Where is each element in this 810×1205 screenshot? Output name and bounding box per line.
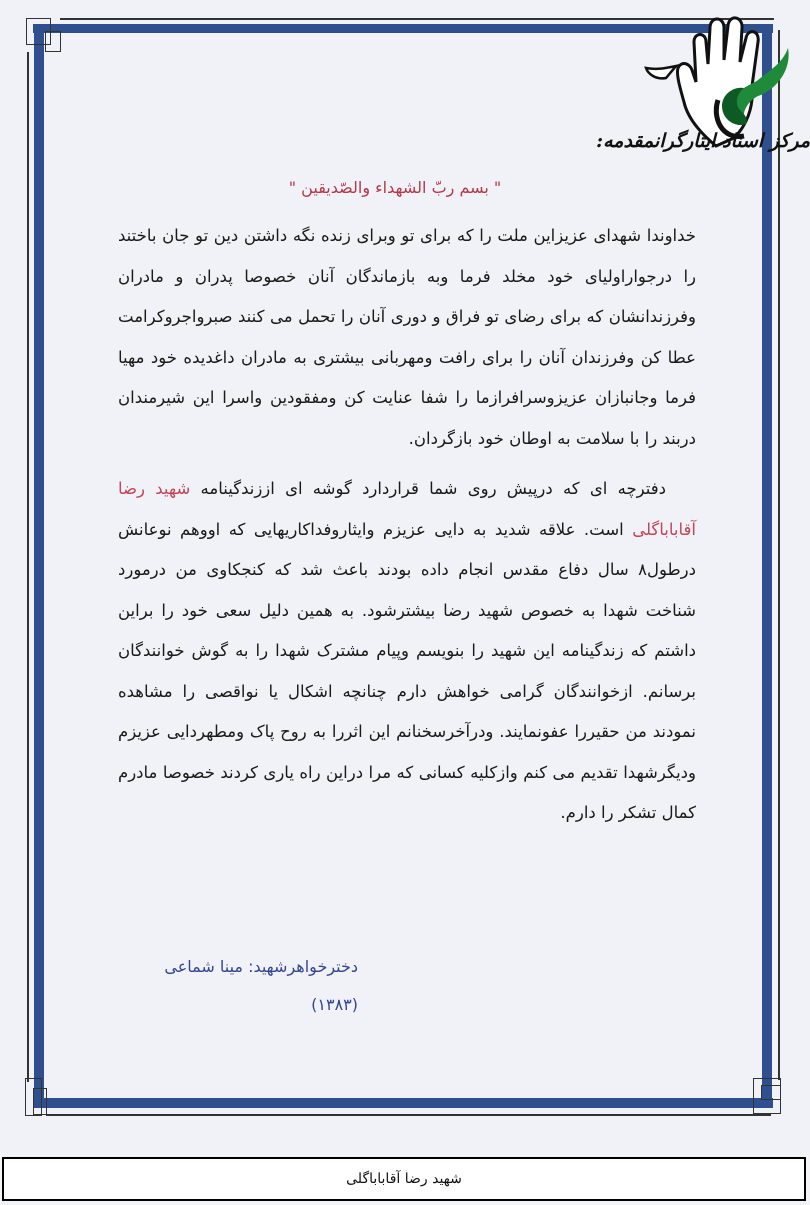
- frame-line-left: [27, 52, 29, 1082]
- intro-heading: مقدمه:: [596, 130, 655, 152]
- paragraph-intro-text-end: است. علاقه شدید به دایی عزیزم وایثاروفداکاریهایی که اووهم نوعانش درطول۸ سال دفاع مقدس انجام داده بودند باعث شد که کنجکاوی من درمورد شناخت شهدا به خصوص شهید رضا بیشترشود. به همین دلیل سعی خود را براین داشتم که زندگینامه این شهید را بنویسم وپیام مشترک شهدا را به گوش خوانندگان برسانم. ازخوانندگان گرامی خواهش دارم چنانچه اشکال یا نواقصی را مشاهده نمودند من حقیررا عفونمایند. ودرآخرسخنانم این اثررا به روح پاک ومطهردایی عزیزم ودیگرشهدا تقدیم می کنم وازکلیه کسانی که مرا دراین راه یاری کردند خصوصا مادرم کمال تشکر را دارم.: [118, 519, 696, 822]
- paragraph-prayer: خداوندا شهدای عزیزاین ملت را که برای تو وبرای زنده نگه داشتن دین تو جان باختند را درجواراولیای خود مخلد فرما وبه بازماندگان آنان خصوصا پدران و مادران وفرزندانشان که برای رضای تو فراق و دوری آنان را تحمل می کنند صبرواجروکرامت عطا کن وفرزندان آنان را برای رافت ومهربانی بیشتری به مادران داغدیده خود مهیا فرما وجانبازان عزیزوسرافرازما را شفا عنایت کن ومفقودین واسرا این شیرمندان دربند را با سلامت به اوطان خود بازگردان.: [118, 226, 696, 448]
- corner-ornament-bottom-right-inner: [761, 1085, 781, 1100]
- document-body: [118, 176, 696, 834]
- logo-text: [596, 130, 810, 152]
- logo-title: مرکز اسناد ایثارگران: [654, 130, 810, 152]
- signature-block: [118, 948, 358, 1024]
- frame-border-left: [34, 24, 44, 1108]
- corner-ornament-bottom-left-inner: [33, 1088, 47, 1115]
- signature-year: (۱۳۸۳): [311, 995, 358, 1014]
- paragraph-introduction: [118, 469, 696, 834]
- basmala-heading: " بسم ربّ الشهداء والصّدیقین ": [288, 178, 502, 197]
- frame-border-bottom: [33, 1098, 773, 1108]
- caption-box: [2, 1157, 806, 1201]
- signature-author: دخترخواهرشهید: مینا شماعی: [164, 957, 358, 976]
- frame-border-right: [762, 24, 772, 1108]
- martyr-name-highlight: شهید رضا آقاباباگلی: [118, 479, 696, 539]
- paragraph-intro-text-start: دفترچه ای که درپیش روی شما قراردارد گوشه ای اززندگینامه: [190, 479, 666, 498]
- frame-line-right: [778, 30, 780, 1080]
- caption-text: شهید رضا آقاباباگلی: [346, 1171, 462, 1187]
- frame-line-bottom: [46, 1114, 771, 1116]
- corner-ornament-top-left-inner: [45, 31, 61, 52]
